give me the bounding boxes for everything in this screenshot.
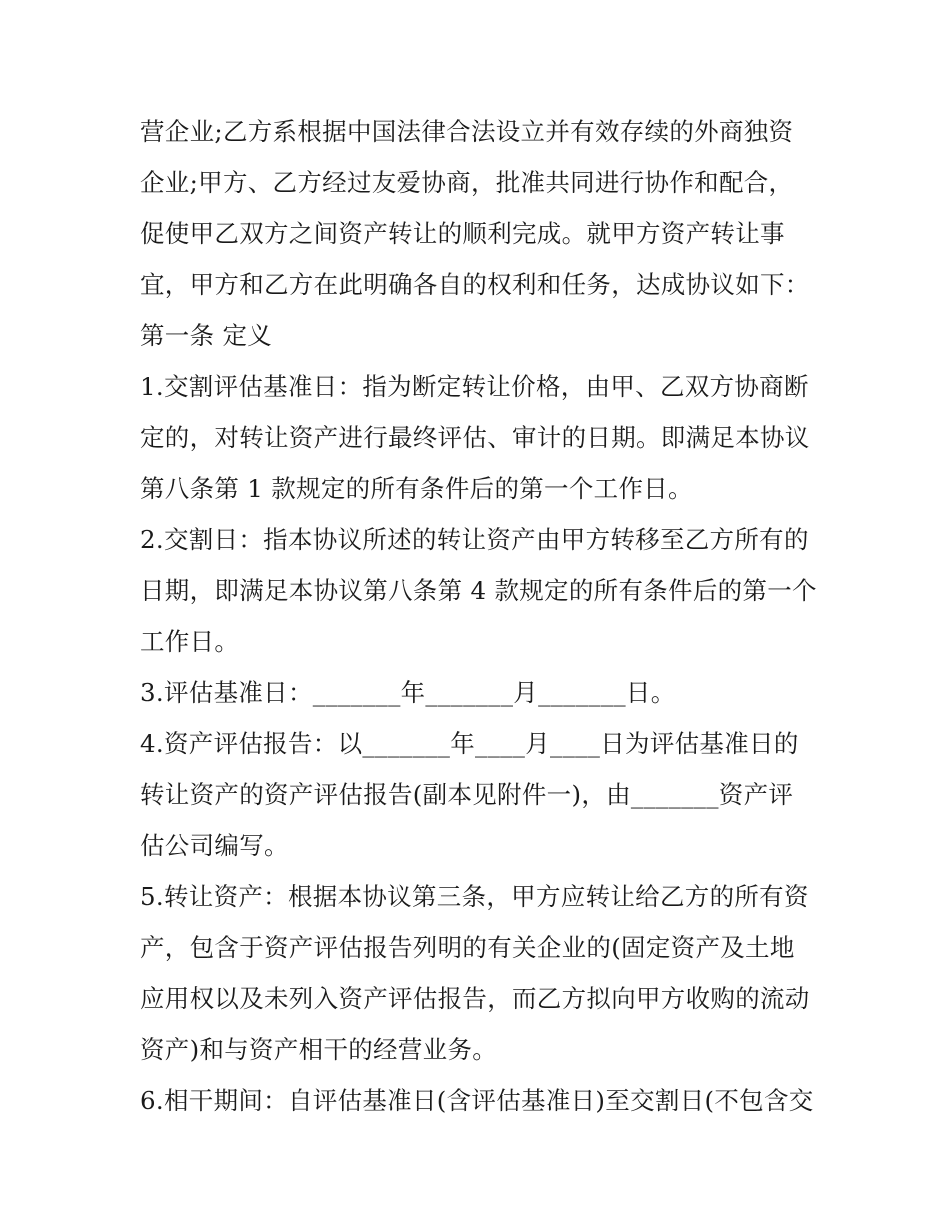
text-line: 转让资产的资产评估报告(副本见附件一)，由_______资产评 (140, 780, 794, 809)
text-line: 定的，对转让资产进行最终评估、审计的日期。即满足本协议 (140, 423, 810, 452)
text-line: 1.交割评估基准日：指为断定转让价格，由甲、乙双方协商断 (140, 372, 809, 401)
text-line: 第八条第 1 款规定的所有条件后的第一个工作日。 (140, 474, 693, 503)
text-line: 工作日。 (140, 627, 240, 656)
text-line: 促使甲乙双方之间资产转让的顺利完成。就甲方资产转让事 (140, 219, 785, 248)
text-line: 应用权以及未列入资产评估报告，而乙方拟向甲方收购的流动 (140, 984, 810, 1013)
text-line: 5.转让资产：根据本协议第三条，甲方应转让给乙方的所有资 (140, 882, 809, 911)
text-line: 产，包含于资产评估报告列明的有关企业的(固定资产及土地 (140, 933, 795, 962)
section-heading: 第一条 定义 (140, 321, 273, 350)
text-line: 估公司编写。 (140, 831, 289, 860)
text-line: 2.交割日：指本协议所述的转让资产由甲方转移至乙方所有的 (140, 525, 809, 554)
text-line: 宜，甲方和乙方在此明确各自的权利和任务，达成协议如下： (140, 270, 810, 299)
text-line: 3.评估基准日：_______年_______月_______日。 (140, 678, 676, 707)
text-line: 日期，即满足本协议第八条第 4 款规定的所有条件后的第一个 (140, 576, 817, 605)
text-line: 6.相干期间：自评估基准日(含评估基准日)至交割日(不包含交 (140, 1086, 814, 1115)
text-line: 4.资产评估报告：以_______年____月____日为评估基准日的 (140, 729, 799, 758)
text-line: 营企业;乙方系根据中国法律合法设立并有效存续的外商独资 (140, 117, 794, 146)
text-line: 资产)和与资产相干的经营业务。 (140, 1035, 498, 1064)
document-body (140, 106, 820, 1126)
text-line: 企业;甲方、乙方经过友爱协商，批准共同进行协作和配合， (140, 168, 794, 197)
